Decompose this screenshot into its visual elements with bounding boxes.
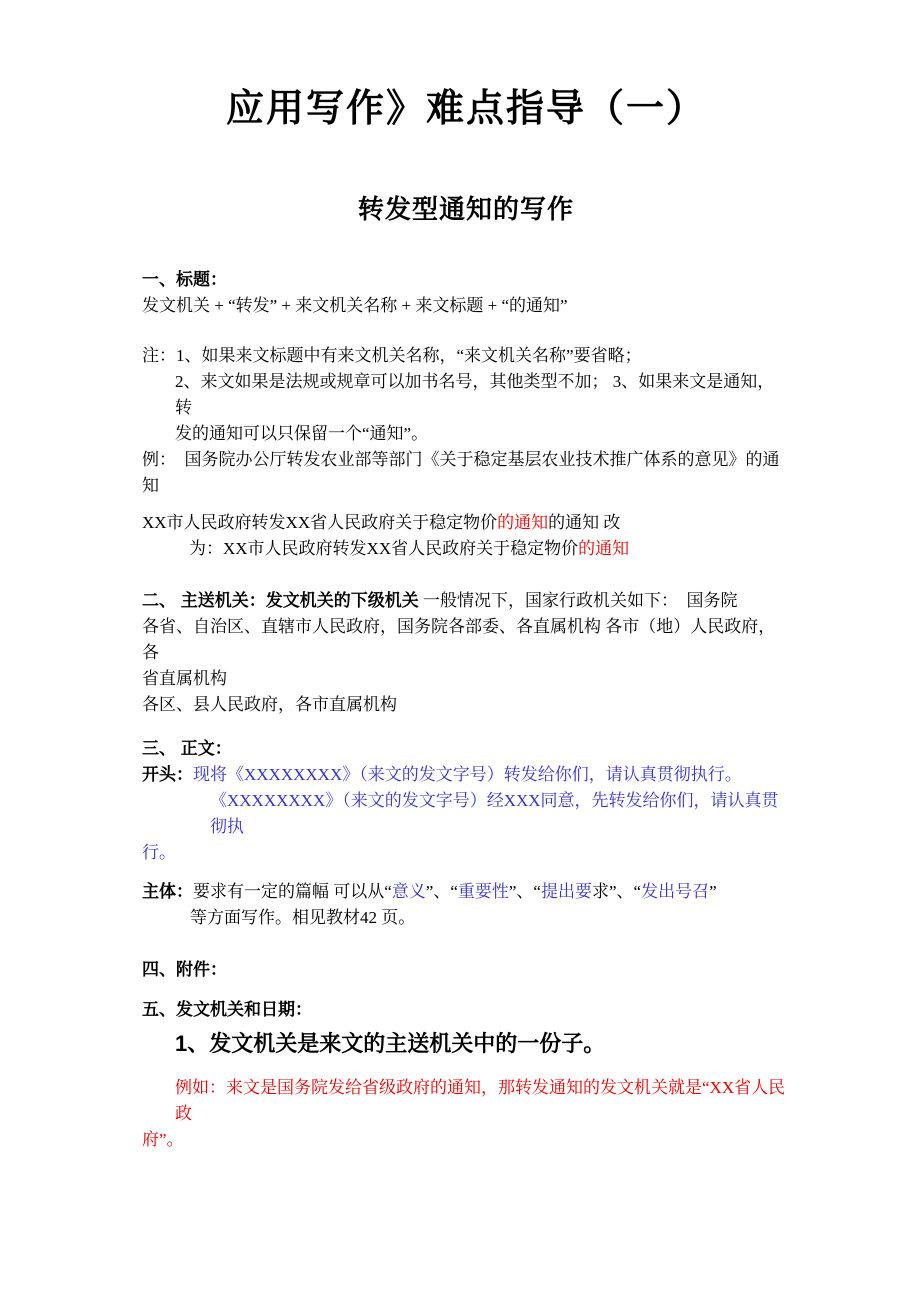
- section-5-heading: 五、发文机关和日期：: [142, 1000, 312, 1019]
- section-2-line-4: 各区、县人民政府，各市直属机构: [142, 695, 397, 714]
- red-text-segment: 的通知: [497, 513, 549, 532]
- zhuti-black-2: ”、“: [425, 882, 458, 901]
- section-1-notes: [142, 343, 790, 499]
- section-4-heading: 四、附件：: [142, 960, 227, 979]
- note-line-1: 注：1、如果来文标题中有来文机关名称，“来文机关名称”要省略；: [142, 346, 642, 365]
- red-text-segment: 的通知: [578, 539, 630, 558]
- kaitou-line-3: 行。: [142, 843, 176, 862]
- section-1-example-2: [142, 510, 790, 562]
- zhuti-line-1: [142, 879, 790, 905]
- example-2-line-1: [142, 510, 790, 536]
- section-2-line-3: 省直属机构: [142, 669, 227, 688]
- blue-text-segment: 意义: [391, 882, 426, 901]
- example-2-line-2: [142, 536, 790, 562]
- section-1-formula: 发文机关 + “转发” + 来文机关名称 + 来文标题 + “的通知”: [142, 296, 568, 315]
- section-2-heading-rest: 一般情况下，国家行政机关如下： 国务院: [418, 591, 738, 610]
- note-line-2: 2、来文如果是法规或规章可以加书名号，其他类型不加； 3、如果来文是通知，转: [175, 372, 775, 417]
- zhuti-black-1: 要求有一定的篇幅 可以从“: [193, 882, 392, 901]
- section-2: [142, 588, 790, 718]
- section-2-heading: 二、 主送机关：发文机关的下级机关: [142, 591, 419, 610]
- zhuti-line-2: 等方面写作。相见教材42 页。: [190, 908, 416, 927]
- page-subtitle: 转发型通知的写作: [357, 194, 574, 224]
- note-line-3: 发的通知可以只保留一个“通知”。: [175, 424, 429, 443]
- page-title: 应用写作》难点指导（一）: [225, 88, 706, 130]
- section-1-heading: 一、标题：: [142, 270, 227, 289]
- zhuti-black-4: 求: [591, 882, 609, 901]
- blue-text-segment: 现将《XXXXXXXX》（来文的发文字号）转发给你们，请认真贯彻执行。: [193, 765, 742, 784]
- section-5-example: [142, 1075, 790, 1153]
- blue-text-segment: 发出号召: [641, 882, 710, 901]
- section-5-point-1: 1、发文机关是来文的主送机关中的一份子。: [175, 1031, 606, 1056]
- kaitou-label: 开头：: [142, 765, 193, 784]
- section-2-line-2: 各省、自治区、直辖市人民政府，国务院各部委、各直属机构 各市（地）人民政府，各: [142, 617, 776, 662]
- example-2-line-2-black: 为：XX市人民政府转发XX省人民政府关于稳定物价: [189, 539, 579, 558]
- red-example-line-1: 例如：来文是国务院发给省级政府的通知，那转发通知的发文机关就是“XX省人民政: [175, 1078, 786, 1123]
- section-3: [142, 736, 790, 866]
- zhuti-black-5: ”、“: [608, 882, 642, 901]
- section-2-heading-line: [142, 588, 790, 614]
- blue-text-segment: 重要性: [457, 882, 509, 901]
- zhuti-black-3: ”、“: [508, 882, 541, 901]
- zhuti-black-6: ”: [709, 882, 717, 901]
- kaitou-line-1: [142, 762, 790, 788]
- example-2-line-1-black-2: 的通知 改: [548, 513, 621, 532]
- kaitou-line-2: 《XXXXXXXX》（来文的发文字号）经XXX同意，先转发给你们，请认真贯 彻执: [210, 791, 779, 836]
- example-line-1: 例： 国务院办公厅转发农业部等部门《关于稳定基层农业技术推广体系的意见》的通知: [142, 450, 780, 495]
- red-example-line-2: 府”。: [142, 1130, 184, 1149]
- blue-text-segment: 提出要: [540, 882, 592, 901]
- example-2-line-1-black-1: XX市人民政府转发XX省人民政府关于稳定物价: [142, 513, 498, 532]
- section-3-zhuti: [142, 879, 790, 931]
- section-3-heading: 三、 正文：: [142, 739, 232, 758]
- zhuti-label: 主体：: [142, 882, 193, 901]
